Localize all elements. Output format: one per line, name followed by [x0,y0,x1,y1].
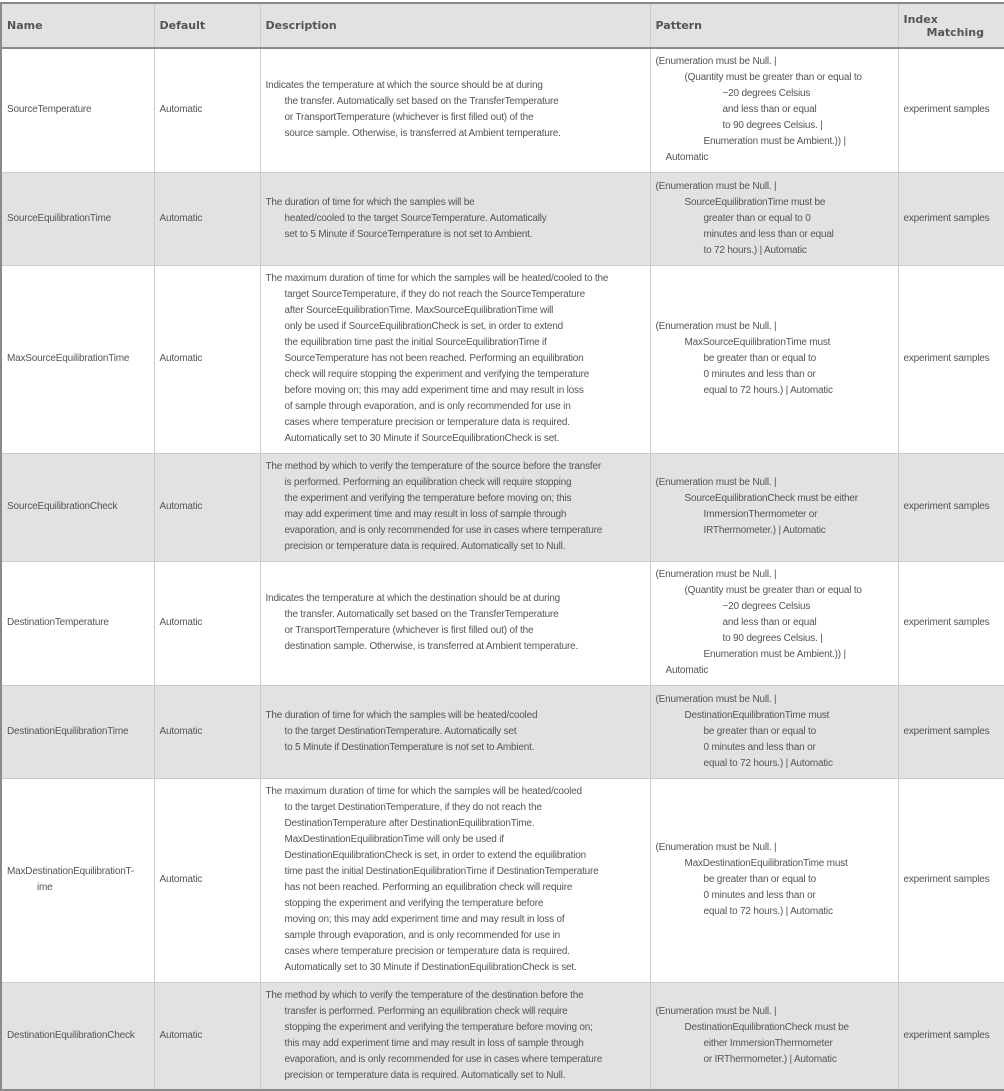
table-row [1,453,1004,561]
pattern-line: greater than or equal to 0 [703,212,811,224]
pattern-line: and less than or equal [722,104,817,116]
header-pattern: Pattern [650,3,898,48]
table-row [1,561,1004,685]
option-default: Automatic [154,172,260,265]
pattern-line: be greater than or equal to [703,874,816,885]
pattern-line: or IRThermometer.) | Automatic [703,1053,837,1065]
option-pattern [650,685,898,778]
header-index-line1: Index [903,12,938,26]
option-index-matching: experiment samples [898,982,1004,1090]
pattern-line: either ImmersionThermometer [703,1037,833,1049]
option-default: Automatic [154,453,260,561]
description-line: evaporation, and is only recommended for use in cases where temperature [284,525,603,536]
description-line: time past the initial DestinationEquilibrationTime if DestinationTemperature [284,866,599,877]
description-line: before moving on; this may add experiment time and may result in loss [284,385,584,396]
header-name: Name [1,3,154,48]
description-line: stopping the experiment and verifying the temperature before moving on; [284,1021,593,1033]
option-description [260,172,650,265]
description-line: evaporation, and is only recommended for use in cases where temperature [284,1053,603,1065]
option-name-line: SourceEquilibrationCheck [7,501,118,512]
description-line: destination sample. Otherwise, is transferred at Ambient temperature. [284,641,579,652]
option-description [260,453,650,561]
pattern-line: −20 degrees Celsius [722,601,811,612]
pattern-line: MaxSourceEquilibrationTime must [684,337,831,348]
option-name-line: MaxSourceEquilibrationTime [7,353,130,364]
pattern-line: Automatic [665,152,709,164]
option-index-matching: experiment samples [898,685,1004,778]
header-index-line2: Matching [926,25,984,39]
description-line: only be used if SourceEquilibrationCheck is set, in order to extend [284,321,563,332]
description-line: The duration of time for which the samples will be [265,196,475,208]
description-line: The maximum duration of time for which the samples will be heated/cooled [265,786,582,797]
pattern-line: Automatic [665,665,709,676]
option-default: Automatic [154,778,260,982]
description-line: has not been reached. Performing an equilibration check will require [284,882,573,893]
description-line: to the target DestinationTemperature. Automatically set [284,725,517,737]
description-line: cases where temperature precision or temperature data is required. [284,417,570,428]
option-index-matching: experiment samples [898,265,1004,453]
table-row [1,982,1004,1090]
description-line: cases where temperature precision or temperature data is required. [284,946,570,957]
pattern-line: (Enumeration must be Null. | [655,321,777,332]
pattern-line: SourceEquilibrationCheck must be either [684,493,858,504]
pattern-line: equal to 72 hours.) | Automatic [703,385,833,396]
pattern-line: ImmersionThermometer or [703,509,818,520]
pattern-line: (Enumeration must be Null. | [655,569,777,580]
description-line: Indicates the temperature at which the source should be at during [265,80,543,92]
option-pattern [650,453,898,561]
option-default: Automatic [154,982,260,1090]
table-row [1,778,1004,982]
option-name-line: SourceTemperature [7,104,92,116]
description-line: heated/cooled to the target SourceTemperature. Automatically [284,212,547,224]
pattern-line: (Enumeration must be Null. | [655,1005,777,1017]
option-name [1,685,154,778]
option-description [260,982,650,1090]
description-line: set to 5 Minute if SourceTemperature is not set to Ambient. [284,228,533,240]
option-pattern [650,982,898,1090]
description-line: to the target DestinationTemperature, if they do not reach the [284,802,542,813]
pattern-line: to 90 degrees Celsius. | [722,120,823,132]
pattern-line: 0 minutes and less than or [703,890,816,901]
pattern-line: equal to 72 hours.) | Automatic [703,906,833,917]
option-name [1,778,154,982]
description-line: this may add experiment time and may result in loss of sample through [284,1037,584,1049]
header-index-matching [898,3,1004,48]
description-line: DestinationEquilibrationCheck is set, in order to extend the equilibration [284,850,586,861]
pattern-line: SourceEquilibrationTime must be [684,196,826,208]
description-line: the transfer. Automatically set based on the TransferTemperature [284,609,559,620]
pattern-line: equal to 72 hours.) | Automatic [703,757,833,769]
pattern-line: DestinationEquilibrationTime must [684,709,830,721]
option-name [1,172,154,265]
option-name-line: SourceEquilibrationTime [7,212,111,224]
option-name-line: DestinationTemperature [7,617,109,628]
pattern-line: MaxDestinationEquilibrationTime must [684,858,848,869]
description-line: SourceTemperature has not been reached. Performing an equilibration [284,353,584,364]
description-line: of sample through evaporation, and is only recommended for use in [284,401,571,412]
pattern-line: be greater than or equal to [703,353,816,364]
description-line: moving on; this may add experiment time and may result in loss of [284,914,565,925]
option-index-matching: experiment samples [898,453,1004,561]
option-description [260,778,650,982]
description-line: The method by which to verify the temperature of the destination before the [265,989,584,1001]
pattern-line: 0 minutes and less than or [703,741,816,753]
pattern-line: to 72 hours.) | Automatic [703,244,807,256]
option-default: Automatic [154,48,260,172]
description-line: or TransportTemperature (whichever is first filled out) of the [284,625,534,636]
description-line: or TransportTemperature (whichever is first filled out) of the [284,112,534,124]
pattern-line: be greater than or equal to [703,725,816,737]
option-name-line: DestinationEquilibrationTime [7,725,129,737]
option-name [1,561,154,685]
description-line: precision or temperature data is required. Automatically set to Null. [284,541,566,552]
header-default: Default [154,3,260,48]
description-line: DestinationTemperature after DestinationEquilibrationTime. [284,818,535,829]
option-name-line: MaxDestinationEquilibrationT- [7,866,135,877]
description-line: transfer is performed. Performing an equilibration check will require [284,1005,568,1017]
option-index-matching: experiment samples [898,778,1004,982]
pattern-line: DestinationEquilibrationCheck must be [684,1021,849,1033]
description-line: Indicates the temperature at which the destination should be at during [265,593,561,604]
option-default: Automatic [154,265,260,453]
description-line: precision or temperature data is required. Automatically set to Null. [284,1069,566,1081]
description-line: sample through evaporation, and is only recommended for use in [284,930,561,941]
option-name [1,265,154,453]
option-pattern [650,561,898,685]
pattern-line: (Enumeration must be Null. | [655,842,777,853]
description-line: to 5 Minute if DestinationTemperature is not set to Ambient. [284,741,535,753]
pattern-line: IRThermometer.) | Automatic [703,525,826,536]
description-line: stopping the experiment and verifying the temperature before [284,898,544,909]
option-name-line: ime [37,882,53,893]
pattern-line: (Enumeration must be Null. | [655,477,777,488]
option-default: Automatic [154,685,260,778]
pattern-line: minutes and less than or equal [703,228,834,240]
pattern-line: (Enumeration must be Null. | [655,693,777,705]
table-row [1,265,1004,453]
table-row [1,172,1004,265]
description-line: the experiment and verifying the temperature before moving on; this [284,493,572,504]
pattern-line: to 90 degrees Celsius. | [722,633,823,644]
description-line: the equilibration time past the initial SourceEquilibrationTime if [284,337,547,348]
header-row [1,3,1004,48]
option-pattern [650,778,898,982]
option-name [1,48,154,172]
option-index-matching: experiment samples [898,561,1004,685]
pattern-line: (Quantity must be greater than or equal to [684,585,862,596]
option-name [1,982,154,1090]
options-table [0,2,1004,1091]
option-index-matching: experiment samples [898,172,1004,265]
description-line: The maximum duration of time for which the samples will be heated/cooled to the [265,273,609,284]
description-line: Automatically set to 30 Minute if SourceEquilibrationCheck is set. [284,433,560,444]
pattern-line: Enumeration must be Ambient.)) | [703,136,846,148]
description-line: MaxDestinationEquilibrationTime will only be used if [284,834,504,845]
description-line: check will require stopping the experiment and verifying the temperature [284,369,590,380]
description-line: after SourceEquilibrationTime. MaxSourceEquilibrationTime will [284,305,554,316]
description-line: The method by which to verify the temperature of the source before the transfer [265,461,601,472]
table-row [1,48,1004,172]
header-description: Description [260,3,650,48]
pattern-line: (Enumeration must be Null. | [655,180,777,192]
description-line: Automatically set to 30 Minute if DestinationEquilibrationCheck is set. [284,962,577,973]
description-line: target SourceTemperature, if they do not reach the SourceTemperature [284,289,585,300]
pattern-line: Enumeration must be Ambient.)) | [703,649,846,660]
pattern-line: and less than or equal [722,617,817,628]
option-description [260,48,650,172]
pattern-line: (Quantity must be greater than or equal to [684,72,862,84]
option-default: Automatic [154,561,260,685]
description-line: The duration of time for which the samples will be heated/cooled [265,709,538,721]
option-pattern [650,172,898,265]
pattern-line: 0 minutes and less than or [703,369,816,380]
option-description [260,685,650,778]
description-line: may add experiment time and may result in loss of sample through [284,509,567,520]
pattern-line: −20 degrees Celsius [722,88,811,100]
option-description [260,561,650,685]
table-row [1,685,1004,778]
description-line: the transfer. Automatically set based on the TransferTemperature [284,96,559,108]
option-name-line: DestinationEquilibrationCheck [7,1029,135,1041]
pattern-line: (Enumeration must be Null. | [655,56,777,68]
description-line: source sample. Otherwise, is transferred at Ambient temperature. [284,128,561,140]
option-pattern [650,48,898,172]
option-name [1,453,154,561]
description-line: is performed. Performing an equilibration check will require stopping [284,477,572,488]
option-index-matching: experiment samples [898,48,1004,172]
option-description [260,265,650,453]
option-pattern [650,265,898,453]
